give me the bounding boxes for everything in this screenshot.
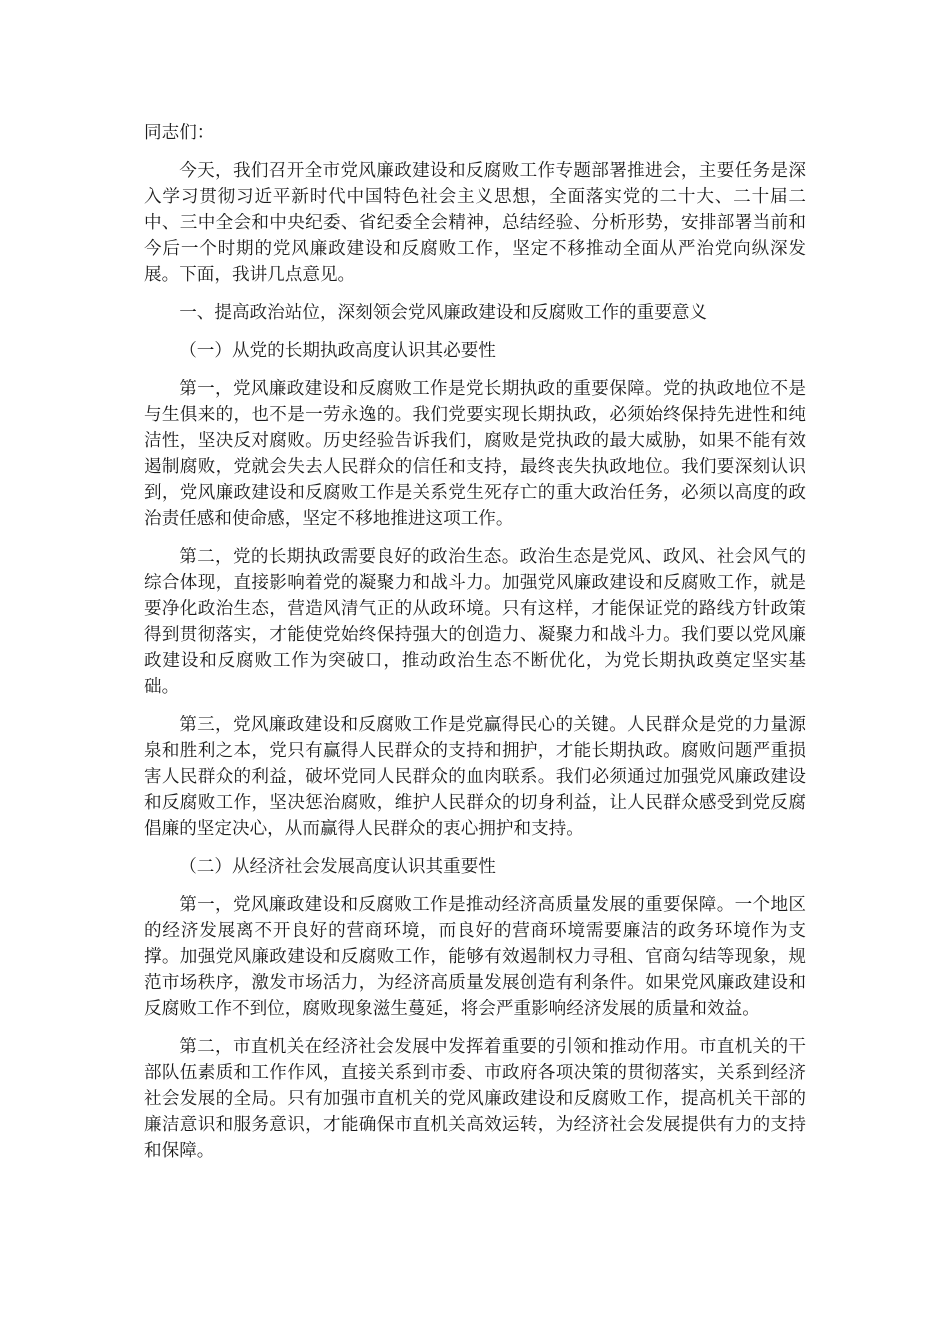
document-body [144,120,806,1176]
subsection-heading-1: （一）从党的长期执政高度认识其必要性 [179,341,496,361]
body-paragraph: 第二，市直机关在经济社会发展中发挥着重要的引领和推动作用。市直机关的干部队伍素质和工作作风，直接关系到市委、市政府各项决策的贯彻落实，关系到经济社会发展的全局。只有加强市直机关的党风廉政建设和反腐败工作，提高机关干部的廉洁意识和服务意识，才能确保市直机关高效运转，为经济社会发展提供有力的支持和保障。 [144,1037,806,1161]
subsection-heading-2: （二）从经济社会发展高度认识其重要性 [179,857,496,877]
body-paragraph: 第一，党风廉政建设和反腐败工作是党长期执政的重要保障。党的执政地位不是与生俱来的，也不是一劳永逸的。我们党要实现长期执政，必须始终保持先进性和纯洁性，坚决反对腐败。历史经验告诉我们，腐败是党执政的最大威胁，如果不能有效遏制腐败，党就会失去人民群众的信任和支持，最终丧失执政地位。我们要深刻认识到，党风廉政建设和反腐败工作是关系党生死存亡的重大政治任务，必须以高度的政治责任感和使命感，坚定不移地推进这项工作。 [144,379,806,529]
section-heading-1: 一、提高政治站位，深刻领会党风廉政建设和反腐败工作的重要意义 [179,303,708,323]
salutation: 同志们： [144,123,215,143]
body-paragraph: 第一，党风廉政建设和反腐败工作是推动经济高质量发展的重要保障。一个地区的经济发展离不开良好的营商环境，而良好的营商环境需要廉洁的政务环境作为支撑。加强党风廉政建设和反腐败工作，能够有效遏制权力寻租、官商勾结等现象，规范市场秩序，激发市场活力，为经济高质量发展创造有利条件。如果党风廉政建设和反腐败工作不到位，腐败现象滋生蔓延，将会严重影响经济发展的质量和效益。 [144,895,806,1019]
body-paragraph: 第二，党的长期执政需要良好的政治生态。政治生态是党风、政风、社会风气的综合体现，直接影响着党的凝聚力和战斗力。加强党风廉政建设和反腐败工作，就是要净化政治生态，营造风清气正的从政环境。只有这样，才能保证党的路线方针政策得到贯彻落实，才能使党始终保持强大的创造力、凝聚力和战斗力。我们要以党风廉政建设和反腐败工作为突破口，推动政治生态不断优化，为党长期执政奠定坚实基础。 [144,547,806,697]
opening-paragraph: 今天，我们召开全市党风廉政建设和反腐败工作专题部署推进会，主要任务是深入学习贯彻习近平新时代中国特色社会主义思想，全面落实党的二十大、二十届二中、三中全会和中央纪委、省纪委全会精神，总结经验、分析形势，安排部署当前和今后一个时期的党风廉政建设和反腐败工作，坚定不移推动全面从严治党向纵深发展。下面，我讲几点意见。 [144,161,806,285]
body-paragraph: 第三，党风廉政建设和反腐败工作是党赢得民心的关键。人民群众是党的力量源泉和胜利之本，党只有赢得人民群众的支持和拥护，才能长期执政。腐败问题严重损害人民群众的利益，破坏党同人民群众的血肉联系。我们必须通过加强党风廉政建设和反腐败工作，坚决惩治腐败，维护人民群众的切身利益，让人民群众感受到党反腐倡廉的坚定决心，从而赢得人民群众的衷心拥护和支持。 [144,715,806,839]
